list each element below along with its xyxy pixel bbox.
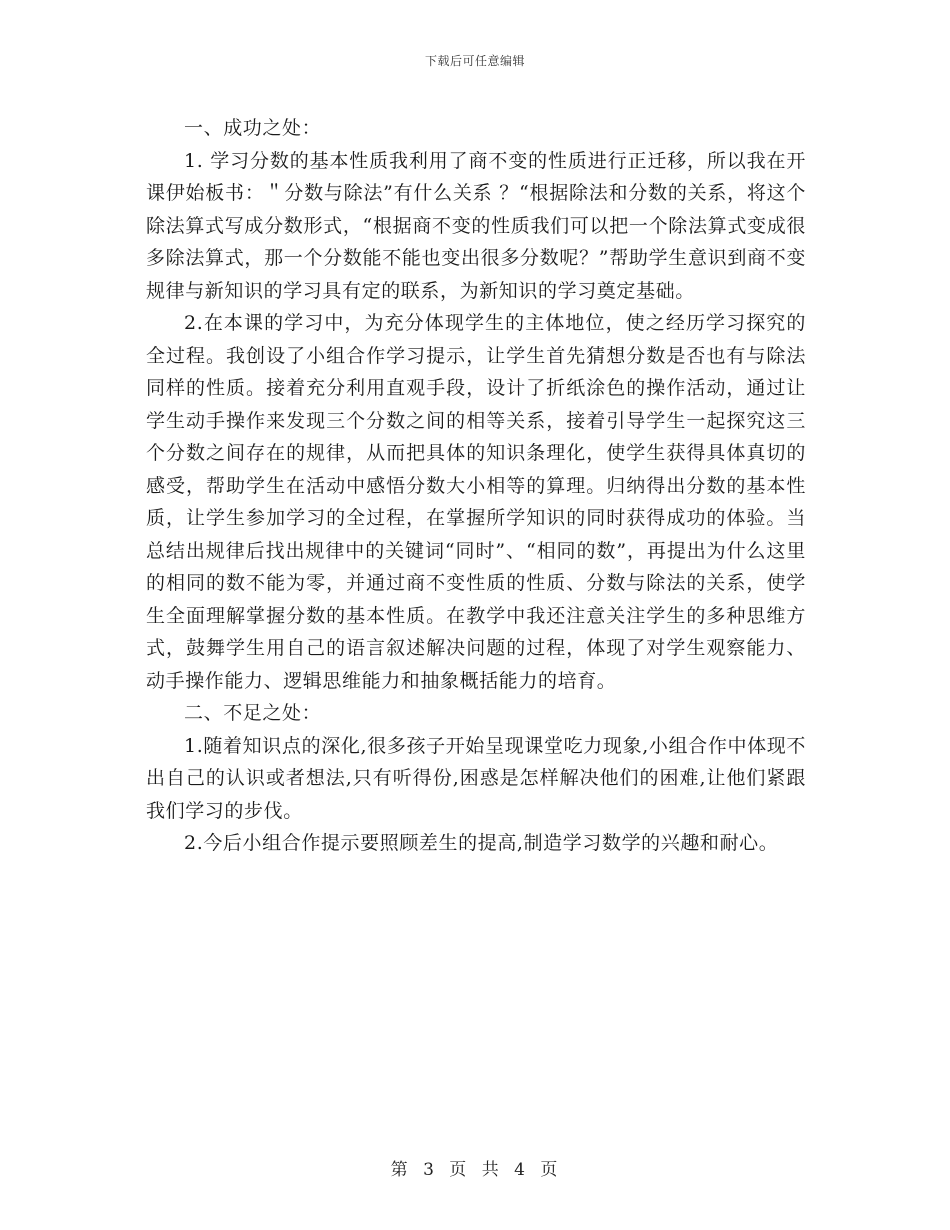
paragraph-shortcoming-2: 2.今后小组合作提示要照顾差生的提高,制造学习数学的兴趣和耐心。 — [184, 832, 779, 854]
paragraph-success-2: 2.在本课的学习中，为充分体现学生的主体地位，使之经历学习探究的全过程。我创设了小组合作学习提示，让学生首先猜想分数是否也有与除法同样的性质。接着充分利用直观手段，设计了折纸涂色的操作活动，通过让学生动手操作来发现三个分数之间的相等关系，接着引导学生一起探究这三个分数之间存在的规律，从而把具体的知识条理化，使学生获得具体真切的感受，帮助学生在活动中感悟分数大小相等的算理。归纳得出分数的基本性质，让学生参加学习的全过程，在掌握所学知识的同时获得成功的体验。当总结出规律后找出规律中的关键词“同时”、“相同的数”，再提出为什么这里的相同的数不能为零，并通过商不变性质的性质、分数与除法的关系，使学生全面理解掌握分数的基本性质。在教学中我还注意关注学生的多种思维方式，鼓舞学生用自己的语言叙述解决问题的过程，体现了对学生观察能力、动手操作能力、逻辑思维能力和抽象概括能力的培育。 — [146, 312, 806, 692]
section-heading-successes: 一、成功之处： — [184, 117, 322, 139]
section-heading-shortcomings: 二、不足之处： — [184, 702, 322, 724]
page-number-footer: 第 3 页 共 4 页 — [390, 1160, 560, 1180]
document-body — [146, 112, 806, 860]
page-header-note: 下载后可任意编辑 — [424, 54, 525, 68]
paragraph-success-1: 1. 学习分数的基本性质我利用了商不变的性质进行正迁移，所以我在开课伊始板书：＂分数与除法”有什么关系 ？“根据除法和分数的关系，将这个除法算式写成分数形式，“根据商不变的性质我们可以把一个除法算式变成很多除法算式，那一个分数能不能也变出很多分数呢？”帮助学生意识到商不变规律与新知识的学习具有定的联系，为新知识的学习奠定基础。 — [146, 149, 806, 302]
paragraph-shortcoming-1: 1.随着知识点的深化,很多孩子开始呈现课堂吃力现象,小组合作中体现不出自己的认识或者想法,只有听得份,困惑是怎样解决他们的困难,让他们紧跟我们学习的步伐。 — [146, 734, 806, 822]
